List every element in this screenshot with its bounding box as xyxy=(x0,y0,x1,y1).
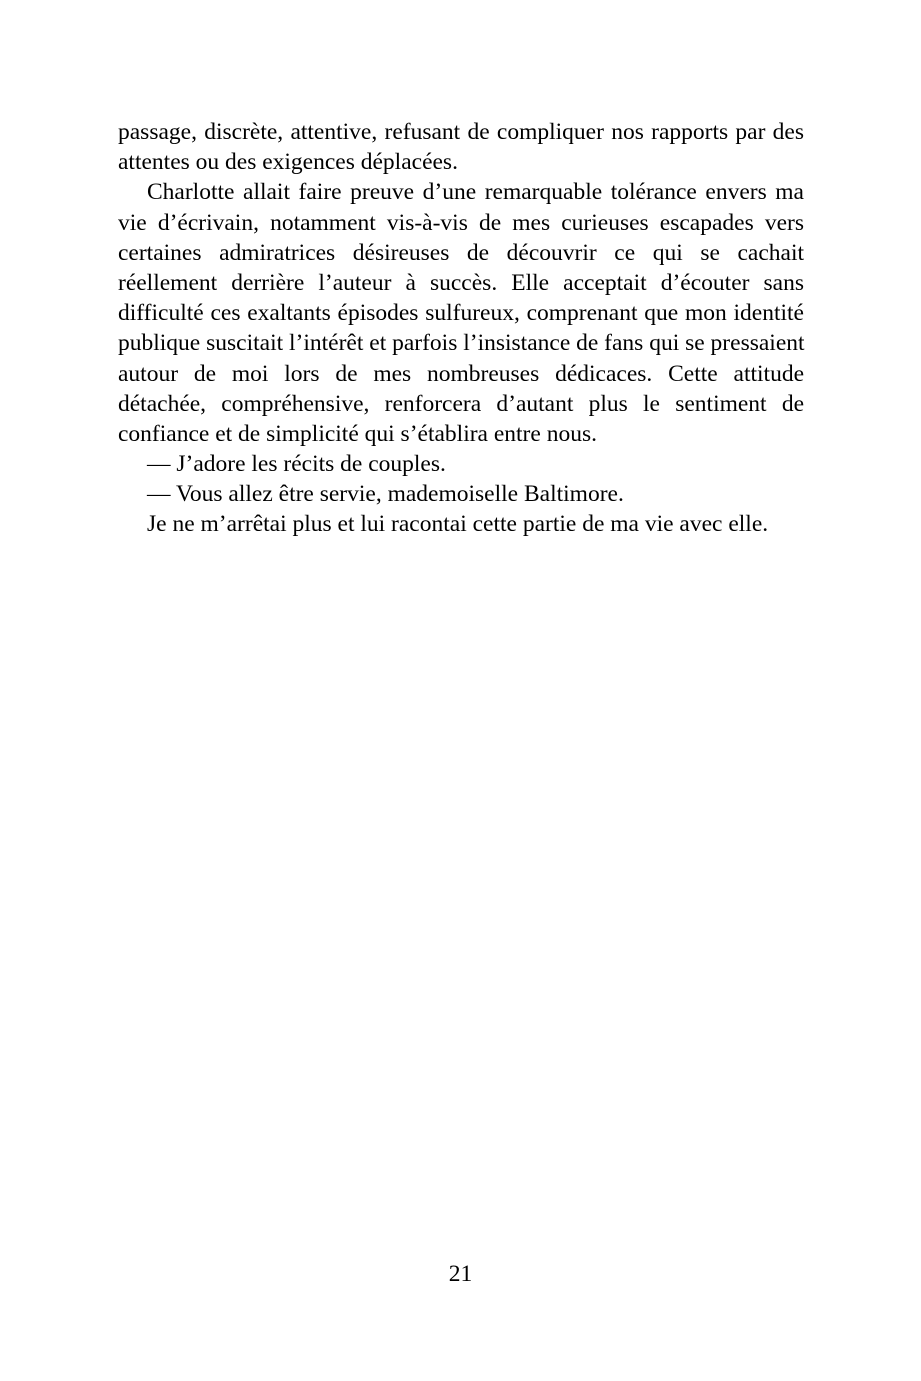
text-line: difficulté ces exaltants épisodes sulfureux, comprenant que mon identité xyxy=(118,300,804,327)
text-line: passage, discrète, attentive, refusant de compliquer nos rapports par des xyxy=(118,119,804,145)
text-line: attentes ou des exigences déplacées. xyxy=(118,149,458,176)
page-number: 21 xyxy=(448,1261,473,1287)
text-line: Je ne m’arrêtai plus et lui racontai cette partie de ma vie avec elle. xyxy=(147,511,769,538)
text-line: certaines admiratrices désireuses de découvrir ce qui se cachait xyxy=(118,239,804,266)
text-line: détachée, compréhensive, renforcera d’autant plus le sentiment de xyxy=(118,390,804,417)
dialogue-line: — Vous allez être servie, mademoiselle Baltimore. xyxy=(147,481,624,508)
dialogue-line: — J’adore les récits de couples. xyxy=(147,451,446,478)
text-line: publique suscitait l’intérêt et parfois l’insistance de fans qui se pressaient xyxy=(118,330,805,357)
page-body-text xyxy=(118,117,804,540)
text-line: confiance et de simplicité qui s’établira entre nous. xyxy=(118,420,597,447)
text-line: Charlotte allait faire preuve d’une remarquable tolérance envers ma xyxy=(147,179,804,206)
text-line: autour de moi lors de mes nombreuses dédicaces. Cette attitude xyxy=(118,360,804,387)
text-line: vie d’écrivain, notamment vis-à-vis de mes curieuses escapades vers xyxy=(118,209,804,236)
text-line: réellement derrière l’auteur à succès. Elle acceptait d’écouter sans xyxy=(118,269,804,296)
